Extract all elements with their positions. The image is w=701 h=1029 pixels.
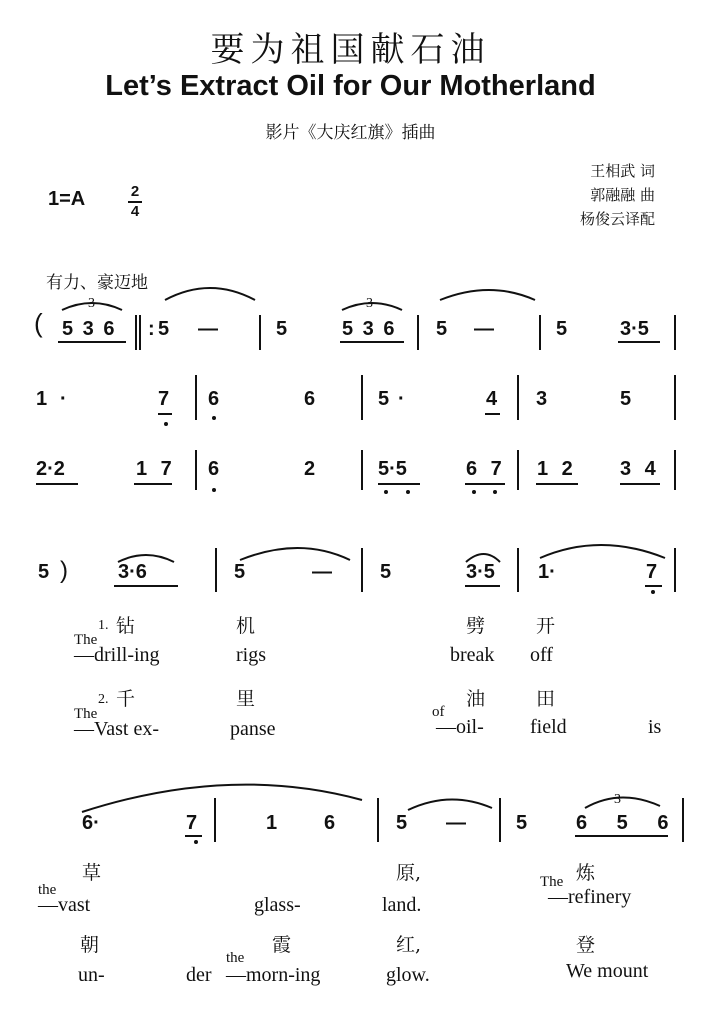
lyric-en: —Vast ex- — [74, 718, 159, 740]
lyric-en: —vast — [38, 894, 91, 916]
verse-number: 1. — [98, 618, 109, 633]
lyric-cn: 油 — [466, 688, 486, 710]
lyric-en: —drill-ing — [74, 644, 160, 666]
triplet-mark: 3 — [88, 296, 95, 311]
lyric-cn: 红, — [396, 934, 422, 956]
note: 7 — [186, 812, 198, 834]
lyric-en: glow. — [386, 964, 430, 986]
lyric-en: glass- — [254, 894, 301, 916]
lyric-en: —oil- — [436, 716, 484, 738]
note: — — [474, 318, 494, 340]
note: 2·2 — [36, 458, 65, 480]
time-signature-bottom: 4 — [130, 203, 140, 220]
verse-number: 2. — [98, 692, 109, 707]
lyric-en-the: The — [74, 632, 98, 648]
lyric-cn: 原, — [396, 862, 422, 884]
lyric-en-the: The — [540, 874, 564, 890]
note: 5 — [234, 561, 246, 583]
note: 1 — [266, 812, 278, 834]
note: 5 — [516, 812, 528, 834]
lyric-cn: 千 — [116, 688, 136, 710]
note: 5 — [436, 318, 448, 340]
lyric-en: is — [648, 716, 662, 738]
lyric-cn: 草 — [82, 862, 102, 884]
intro-open-paren: ( — [34, 308, 43, 338]
lyric-en: panse — [230, 718, 276, 740]
note: 1 2 — [537, 458, 577, 480]
lyric-en-the: the — [38, 882, 57, 898]
lyric-en: rigs — [236, 644, 266, 666]
note: 3·5 — [620, 318, 649, 340]
note: · — [398, 388, 405, 410]
note: 5·5 — [378, 458, 407, 480]
lyric-en: off — [530, 644, 553, 666]
note: 3 4 — [620, 458, 660, 480]
note: 5 3 6 — [342, 318, 397, 340]
note: 5 — [158, 318, 170, 340]
lyric-en-the: The — [74, 706, 98, 722]
note: — — [198, 318, 218, 340]
note: — — [312, 561, 332, 583]
lyric-cn: 朝 — [80, 934, 100, 956]
lyric-cn: 开 — [536, 615, 556, 637]
lyric-cn: 田 — [536, 688, 556, 710]
note: 7 — [646, 561, 658, 583]
credit-composer: 郭融融 曲 — [590, 186, 655, 204]
credit-translator: 杨俊云译配 — [579, 210, 655, 228]
song-title-chinese: 要为祖国献石油 — [210, 30, 491, 70]
lyric-cn: 炼 — [576, 862, 596, 884]
note: 5 — [396, 812, 408, 834]
note: · — [60, 388, 67, 410]
note: 5 — [380, 561, 392, 583]
note: 5 3 6 — [62, 318, 117, 340]
key-signature: 1=A — [48, 188, 86, 210]
note: 1 — [36, 388, 48, 410]
note: 6 7 — [466, 458, 506, 480]
tempo-marking: 有力、豪迈地 — [46, 273, 148, 293]
note: 3 — [536, 388, 548, 410]
note: 1· — [538, 561, 556, 583]
notation-row-3 — [0, 454, 701, 544]
lyric-cn: 钻 — [116, 615, 136, 637]
song-title-english: Let’s Extract Oil for Our Motherland — [105, 70, 596, 102]
credit-lyricist: 王相武 词 — [590, 162, 655, 180]
time-signature-top: 2 — [130, 183, 140, 200]
note: 5 — [378, 388, 390, 410]
note: 6 — [324, 812, 336, 834]
note: 6 — [208, 388, 220, 410]
note: 6 5 6 — [576, 812, 681, 834]
lyric-cn: 机 — [236, 615, 256, 637]
lyric-en-the: the — [226, 950, 245, 966]
lyric-en: —refinery — [548, 886, 632, 908]
lyric-en: land. — [382, 894, 422, 916]
note: 3·6 — [118, 561, 147, 583]
note: 2 — [304, 458, 316, 480]
note: 6 — [304, 388, 316, 410]
intro-close-paren: ) — [60, 557, 68, 584]
triplet-mark: 3 — [366, 296, 373, 311]
lyric-en: der — [186, 964, 212, 986]
note: 7 — [158, 388, 170, 410]
lyric-cn: 里 — [236, 688, 256, 710]
lyric-en: —morn-ing — [226, 964, 321, 986]
note: 4 — [486, 388, 498, 410]
note: 5 — [38, 561, 50, 583]
lyric-cn: 霞 — [272, 934, 292, 956]
lyric-en: break — [450, 644, 495, 666]
lyric-en: field — [530, 716, 567, 738]
lyric-cn: 登 — [576, 934, 596, 956]
note: 5 — [556, 318, 568, 340]
note: : — [148, 318, 155, 340]
note: — — [446, 812, 466, 834]
note: 6 — [208, 458, 220, 480]
lyric-en: We mount — [566, 960, 649, 982]
lyric-en: un- — [78, 964, 105, 986]
note: 1 7 — [136, 458, 176, 480]
lyric-cn: 劈 — [466, 615, 486, 637]
note: 5 — [620, 388, 632, 410]
note: 5 — [276, 318, 288, 340]
note: 6· — [82, 812, 100, 834]
triplet-mark: 3 — [614, 792, 621, 807]
notation-row-5 — [0, 792, 701, 896]
lyric-en-of: of — [432, 704, 445, 720]
song-subtitle: 影片《大庆红旗》插曲 — [265, 123, 436, 143]
note: 3·5 — [466, 561, 495, 583]
